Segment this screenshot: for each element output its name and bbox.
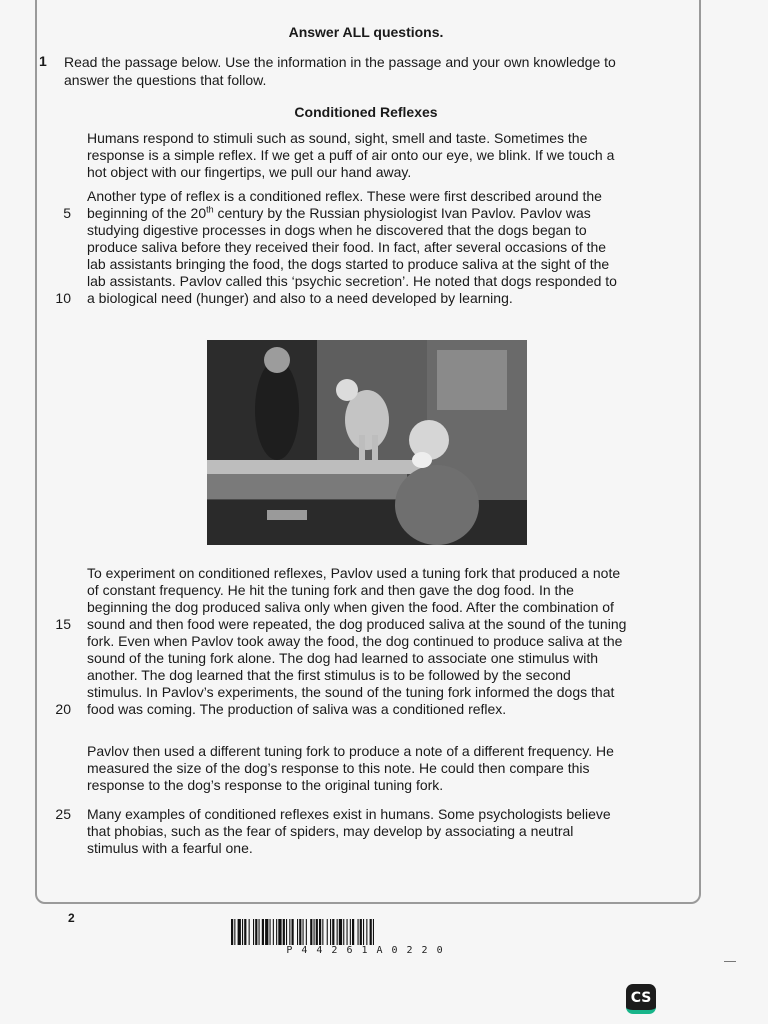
line-number-10: 10 xyxy=(55,290,71,306)
margin-mark xyxy=(724,961,736,962)
page-number: 2 xyxy=(68,911,75,925)
line-number-25: 25 xyxy=(55,806,71,822)
camscanner-badge-icon: CS xyxy=(626,984,656,1014)
paragraph-2-part-b: century by the Russian physiologist Ivan Pavlov. Pavlov was studying digestive processes in dogs when he discovered that the dogs began to produce saliva before they received their food. In fact, after several occasions of the lab assistants bringing the food, the dogs started to produce saliva at the sight of the lab assistants. Pavlov called this ‘psychic secretion’. He noted that dogs responded to a biological need (hunger) and also to a need developed by learning. xyxy=(87,205,617,306)
paragraph-2-part-a: Another type of reflex is a conditioned reflex. These were first described around the beginning of the 20 xyxy=(87,188,602,221)
line-number-15: 15 xyxy=(55,616,71,632)
line-number-20: 20 xyxy=(55,701,71,717)
passage-paragraph-3: To experiment on conditioned reflexes, Pavlov used a tuning fork that produced a note of constant frequency. He hit the tuning fork and then gave the dog food. In the beginning the dog produced saliva only when given the food. After the combination of sound and then food were repeated, the dog produced saliva at the sound of the tuning fork. Even when Pavlov took away the food, the dog continued to produce saliva at the sound of the tuning fork alone. The dog had learned to associate one stimulus with another. The dog learned that the first stimulus is to be followed by the second stimulus. In Pavlov’s experiments, the sound of the tuning fork informed the dogs that food was coming. The production of saliva was a conditioned reflex. xyxy=(87,565,627,717)
passage-title: Conditioned Reflexes xyxy=(294,104,438,120)
ordinal-superscript: th xyxy=(206,204,214,215)
instruction-heading: Answer ALL questions. xyxy=(288,24,444,40)
passage-paragraph-1: Humans respond to stimuli such as sound, sight, smell and taste. Sometimes the response is a simple reflex. If we get a puff of air onto our eye, we blink. If we touch a hot object with our fingertips, we pull our hand away. xyxy=(87,130,615,180)
barcode xyxy=(231,919,507,945)
question-text: Read the passage below. Use the information in the passage and your own knowledge to answer the questions that follow. xyxy=(64,54,616,88)
question-number: 1 xyxy=(39,53,47,69)
passage-paragraph-2 xyxy=(87,188,627,307)
line-number-5: 5 xyxy=(63,205,71,221)
barcode-text: P44261A0220 xyxy=(286,945,452,956)
passage-paragraph-5: Many examples of conditioned reflexes exist in humans. Some psychologists believe that phobias, such as the fear of spiders, may develop by associating a neutral stimulus with a fearful one. xyxy=(87,806,611,856)
pavlov-laboratory-photo xyxy=(207,340,527,545)
passage-paragraph-4: Pavlov then used a different tuning fork to produce a note of a different frequency. He measured the size of the dog’s response to this note. He could then compare this response to the dog’s response to the original tuning fork. xyxy=(87,743,614,793)
